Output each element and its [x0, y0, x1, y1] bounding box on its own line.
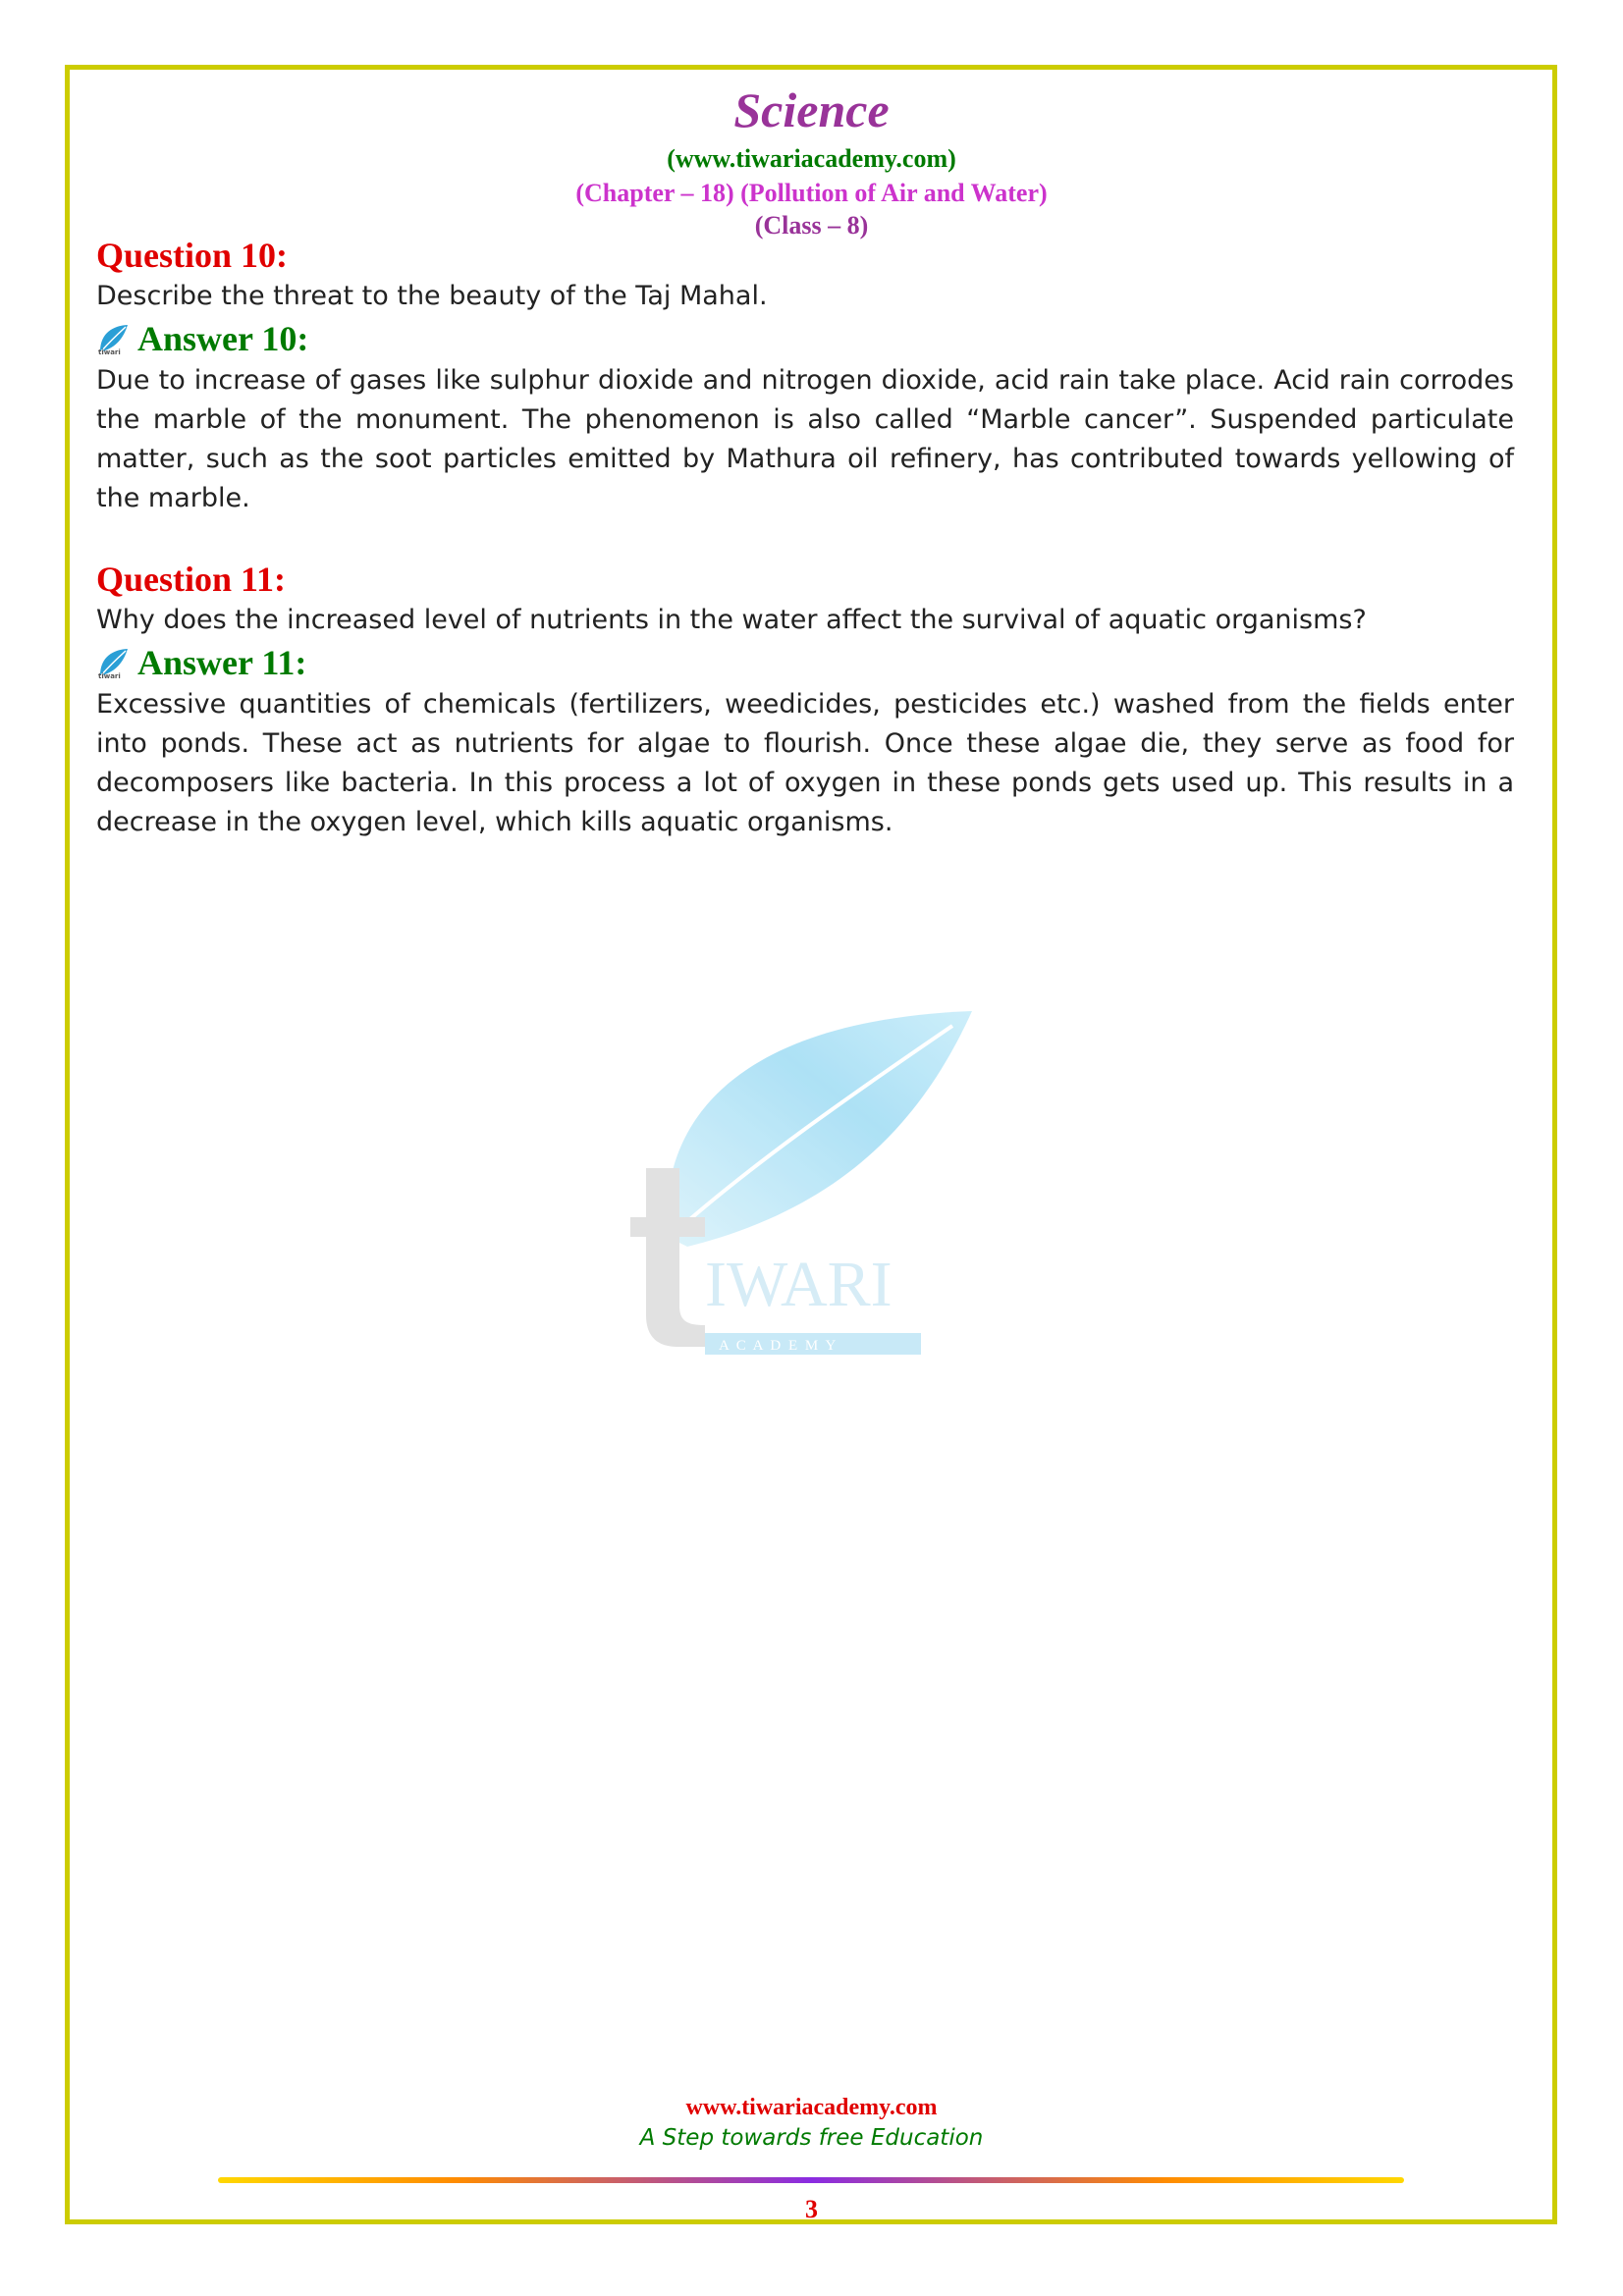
- qa-block-11: [96, 558, 1514, 842]
- leaf-icon: [96, 322, 132, 355]
- answer-heading-row: [96, 640, 1514, 685]
- answer-heading: Answer 11:: [137, 643, 307, 682]
- main-content: [96, 234, 1514, 881]
- chapter-title: (Chapter – 18) (Pollution of Air and Water): [575, 179, 1048, 207]
- question-heading: Question 10:: [96, 236, 289, 275]
- page-header: [0, 79, 1623, 241]
- page-number: 3: [805, 2195, 818, 2223]
- answer-text: Excessive quantities of chemicals (fertilizers, weedicides, pesticides etc.) washed from the fields enter into ponds. These act as nutrients for algae to flourish. Once these algae die, they serve as food for decomposers like bacteria. In this process a lot of oxygen in these ponds gets used up. This results in a decrease in the oxygen level, which kills aquatic organisms.: [96, 689, 1514, 837]
- answer-heading: Answer 10:: [137, 319, 309, 358]
- answer-text: Due to increase of gases like sulphur dioxide and nitrogen dioxide, acid rain take place. Acid rain corrodes the marble of the monument. The phenomenon is also called “Marble cancer”. Suspended particulate matter, such as the soot particles emitted by Mathura oil refinery, has contributed towards yellowing of the marble.: [96, 365, 1514, 513]
- header-website: (www.tiwariacademy.com): [667, 144, 956, 173]
- question-text: Why does the increased level of nutrients in the water affect the survival of aquatic organisms?: [96, 605, 1367, 635]
- footer-divider: [218, 2177, 1404, 2183]
- leaf-icon: [96, 646, 132, 679]
- footer-tagline: A Step towards free Education: [639, 2125, 984, 2151]
- answer-heading-row: [96, 316, 1514, 361]
- class-label: (Class – 8): [754, 211, 869, 240]
- question-heading: Question 11:: [96, 560, 287, 599]
- svg-text:tiwari: tiwari: [98, 672, 121, 679]
- subject-title: Science: [733, 82, 890, 137]
- page-footer: [0, 2093, 1623, 2154]
- qa-block-10: [96, 234, 1514, 518]
- footer-website-link[interactable]: www.tiwariacademy.com: [685, 2095, 938, 2120]
- svg-text:tiwari: tiwari: [98, 348, 121, 355]
- watermark-text-sub: A C A D E M Y: [719, 1338, 839, 1354]
- watermark-text-main: IWARI: [705, 1249, 893, 1320]
- tiwari-watermark-logo: [628, 982, 982, 1364]
- question-text: Describe the threat to the beauty of the Taj Mahal.: [96, 281, 768, 311]
